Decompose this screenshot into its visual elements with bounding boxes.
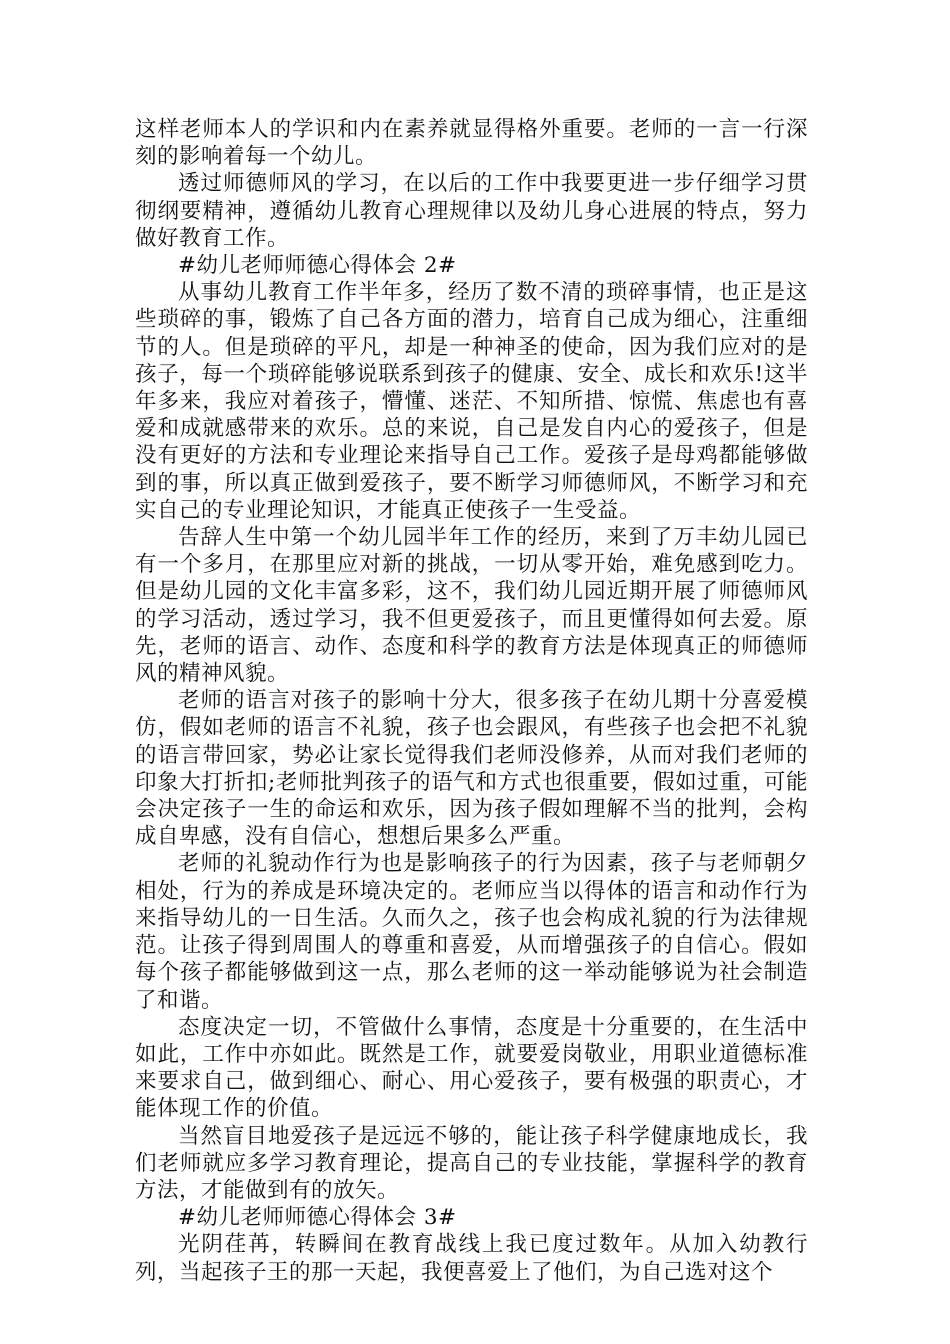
paragraph: 告辞人生中第一个幼儿园半年工作的经历，来到了万丰幼儿园已有一个多月，在那里应对新的挑战，一切从零开始，难免感到吃力。但是幼儿园的文化丰富多彩，这不，我们幼儿园近期开展了师德师风的学习活动，透过学习，我不但更爱孩子，而且更懂得如何去爱。原先，老师的语言、动作、态度和科学的教育方法是体现真正的师德师风的精神风貌。 [135,525,808,687]
section-heading: #幼儿老师师德心得体会 3# [178,1205,457,1231]
paragraph: 老师的礼貌动作行为也是影响孩子的行为因素，孩子与老师朝夕相处，行为的养成是环境决定的。老师应当以得体的语言和动作行为来指导幼儿的一日生活。久而久之，孩子也会构成礼貌的行为法律规范。让孩子得到周围人的尊重和喜爱，从而增强孩子的自信心。假如每个孩子都能够做到这一点，那么老师的这一举动能够说为社会制造了和谐。 [135,851,808,1013]
paragraph: 光阴荏苒，转瞬间在教育战线上我已度过数年。从加入幼教行列，当起孩子王的那一天起，我便喜爱上了他们，为自己选对这个 [135,1232,808,1285]
paragraph: 透过师德师风的学习，在以后的工作中我要更进一步仔细学习贯彻纲要精神，遵循幼儿教育心理规律以及幼儿身心进展的特点，努力做好教育工作。 [135,171,808,251]
paragraph: 从事幼儿教育工作半年多，经历了数不清的琐碎事情，也正是这些琐碎的事，锻炼了自己各方面的潜力，培育自己成为细心，注重细节的人。但是琐碎的平凡，却是一种神圣的使命，因为我们应对的是孩子，每一个琐碎能够说联系到孩子的健康、安全、成长和欢乐!这半年多来，我应对着孩子，懵懂、迷茫、不知所措、惊慌、焦虑也有喜爱和成就感带来的欢乐。总的来说，自己是发自内心的爱孩子，但是没有更好的方法和专业理论来指导自己工作。爱孩子是母鸡都能够做到的事，所以真正做到爱孩子，要不断学习师德师风，不断学习和充实自己的专业理论知识，才能真正使孩子一生受益。 [135,280,808,523]
paragraph: 态度决定一切，不管做什么事情，态度是十分重要的，在生活中如此，工作中亦如此。既然是工作，就要爱岗敬业，用职业道德标准来要求自己，做到细心、耐心、用心爱孩子，要有极强的职责心，才能体现工作的价值。 [135,1014,808,1122]
section-heading: #幼儿老师师德心得体会 2# [178,253,457,279]
paragraph: 老师的语言对孩子的影响十分大，很多孩子在幼儿期十分喜爱模仿，假如老师的语言不礼貌，孩子也会跟风，有些孩子也会把不礼貌的语言带回家，势必让家长觉得我们老师没修养，从而对我们老师的印象大打折扣;老师批判孩子的语气和方式也很重要，假如过重，可能会决定孩子一生的命运和欢乐，因为孩子假如理解不当的批判，会构成自卑感，没有自信心，想想后果多么严重。 [135,688,808,850]
paragraph: 当然盲目地爱孩子是远远不够的，能让孩子科学健康地成长，我们老师就应多学习教育理论，提高自己的专业技能，掌握科学的教育方法，才能做到有的放矢。 [135,1123,808,1203]
document-body [135,116,808,1286]
paragraph: 这样老师本人的学识和内在素养就显得格外重要。老师的一言一行深刻的影响着每一个幼儿。 [135,117,808,170]
